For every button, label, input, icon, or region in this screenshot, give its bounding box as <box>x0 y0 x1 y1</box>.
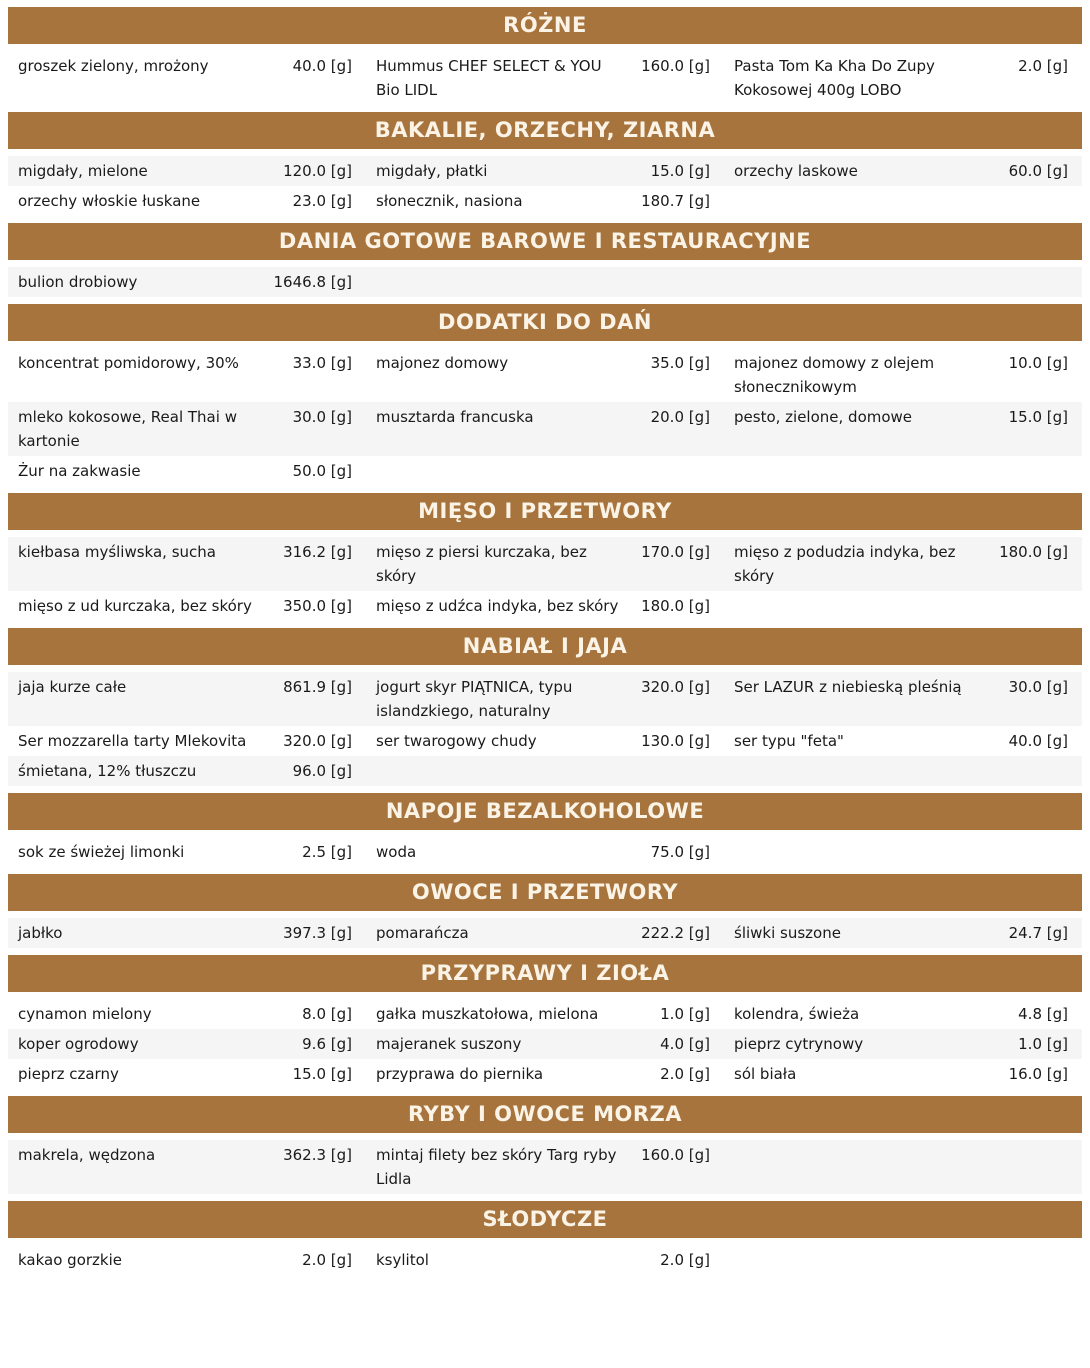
item-name: cynamon mielony <box>18 1005 152 1023</box>
section-header: NAPOJE BEZALKOHOLOWE <box>8 793 1082 830</box>
item-name: orzechy włoskie łuskane <box>18 192 201 210</box>
item-cell <box>8 159 366 183</box>
item-name: groszek zielony, mrożony <box>18 57 209 75</box>
item-amount: 170.0 [g] <box>641 543 710 561</box>
item-cell <box>8 189 366 213</box>
item-amount: 180.0 [g] <box>999 543 1068 561</box>
item-amount: 2.0 [g] <box>1018 57 1068 75</box>
food-report <box>8 7 1082 1275</box>
section <box>8 955 1082 1089</box>
item-amount: 10.0 [g] <box>1008 354 1068 372</box>
item-amount: 2.0 [g] <box>660 1065 710 1083</box>
item-amount: 180.7 [g] <box>641 192 710 210</box>
section-header: MIĘSO I PRZETWORY <box>8 493 1082 530</box>
item-row <box>8 672 1082 726</box>
item-name: gałka muszkatołowa, mielona <box>376 1005 599 1023</box>
item-row <box>8 537 1082 591</box>
item-name: Hummus CHEF SELECT & YOU Bio LIDL <box>376 57 602 99</box>
item-cell <box>366 729 724 753</box>
item-cell <box>8 759 366 783</box>
item-amount: 130.0 [g] <box>641 732 710 750</box>
item-row <box>8 51 1082 105</box>
item-cell-empty <box>366 759 724 783</box>
item-name: mięso z ud kurczaka, bez skóry <box>18 597 252 615</box>
item-cell <box>366 921 724 945</box>
item-name: koncentrat pomidorowy, 30% <box>18 354 239 372</box>
item-cell <box>366 540 724 588</box>
item-cell <box>366 675 724 723</box>
item-name: mięso z podudzia indyka, bez skóry <box>734 543 956 585</box>
item-amount: 2.0 [g] <box>302 1251 352 1269</box>
item-name: orzechy laskowe <box>734 162 858 180</box>
item-amount: 35.0 [g] <box>650 354 710 372</box>
item-amount: 75.0 [g] <box>650 843 710 861</box>
item-row <box>8 156 1082 186</box>
item-amount: 15.0 [g] <box>292 1065 352 1083</box>
section <box>8 1096 1082 1194</box>
item-row <box>8 402 1082 456</box>
item-cell <box>724 921 1082 945</box>
item-amount: 23.0 [g] <box>292 192 352 210</box>
item-row <box>8 1059 1082 1089</box>
item-row <box>8 1029 1082 1059</box>
item-row <box>8 726 1082 756</box>
item-cell-empty <box>724 840 1082 864</box>
item-cell <box>8 675 366 723</box>
item-name: pesto, zielone, domowe <box>734 408 913 426</box>
item-amount: 120.0 [g] <box>283 162 352 180</box>
item-name: kolendra, świeża <box>734 1005 860 1023</box>
item-name: bulion drobiowy <box>18 273 138 291</box>
section-header: PRZYPRAWY I ZIOŁA <box>8 955 1082 992</box>
item-amount: 160.0 [g] <box>641 57 710 75</box>
item-amount: 50.0 [g] <box>292 462 352 480</box>
item-amount: 8.0 [g] <box>302 1005 352 1023</box>
item-name: ser typu "feta" <box>734 732 844 750</box>
item-cell <box>8 1248 366 1272</box>
item-name: Pasta Tom Ka Kha Do Zupy Kokosowej 400g LOBO <box>734 57 935 99</box>
item-cell-empty <box>366 459 724 483</box>
item-cell <box>366 1032 724 1056</box>
item-cell <box>8 1032 366 1056</box>
item-cell <box>8 729 366 753</box>
item-amount: 15.0 [g] <box>1008 408 1068 426</box>
item-cell <box>366 159 724 183</box>
item-cell <box>366 1248 724 1272</box>
section-header: NABIAŁ I JAJA <box>8 628 1082 665</box>
item-name: jaja kurze całe <box>18 678 127 696</box>
item-cell <box>724 1062 1082 1086</box>
item-name: śmietana, 12% tłuszczu <box>18 762 197 780</box>
item-cell <box>724 405 1082 453</box>
item-amount: 15.0 [g] <box>650 162 710 180</box>
section <box>8 223 1082 297</box>
item-cell <box>724 159 1082 183</box>
item-cell <box>366 54 724 102</box>
item-name: sok ze świeżej limonki <box>18 843 185 861</box>
item-cell <box>724 351 1082 399</box>
item-name: mięso z piersi kurczaka, bez skóry <box>376 543 587 585</box>
section-header: DODATKI DO DAŃ <box>8 304 1082 341</box>
item-amount: 316.2 [g] <box>283 543 352 561</box>
item-name: mleko kokosowe, Real Thai w kartonie <box>18 408 237 450</box>
section-header: SŁODYCZE <box>8 1201 1082 1238</box>
section-header: OWOCE I PRZETWORY <box>8 874 1082 911</box>
item-cell <box>8 270 366 294</box>
item-name: ksylitol <box>376 1251 429 1269</box>
item-row <box>8 591 1082 621</box>
item-amount: 397.3 [g] <box>283 924 352 942</box>
item-amount: 222.2 [g] <box>641 924 710 942</box>
item-cell-empty <box>366 270 724 294</box>
item-amount: 160.0 [g] <box>641 1146 710 1164</box>
item-cell <box>8 1062 366 1086</box>
item-cell-empty <box>724 759 1082 783</box>
item-name: sól biała <box>734 1065 797 1083</box>
item-row <box>8 267 1082 297</box>
item-name: pieprz cytrynowy <box>734 1035 864 1053</box>
item-cell <box>724 54 1082 102</box>
section <box>8 874 1082 948</box>
item-name: majonez domowy <box>376 354 509 372</box>
section <box>8 493 1082 621</box>
item-cell <box>8 459 366 483</box>
item-name: koper ogrodowy <box>18 1035 139 1053</box>
item-amount: 1.0 [g] <box>660 1005 710 1023</box>
item-row <box>8 918 1082 948</box>
item-cell-empty <box>724 189 1082 213</box>
item-cell <box>8 921 366 945</box>
item-name: przyprawa do piernika <box>376 1065 544 1083</box>
item-amount: 40.0 [g] <box>1008 732 1068 750</box>
item-name: pomarańcza <box>376 924 469 942</box>
item-cell <box>724 729 1082 753</box>
item-amount: 861.9 [g] <box>283 678 352 696</box>
item-cell-empty <box>724 1248 1082 1272</box>
item-name: migdały, mielone <box>18 162 148 180</box>
item-cell <box>366 840 724 864</box>
item-amount: 1646.8 [g] <box>273 273 352 291</box>
section <box>8 628 1082 786</box>
section-header: RYBY I OWOCE MORZA <box>8 1096 1082 1133</box>
item-amount: 350.0 [g] <box>283 597 352 615</box>
item-amount: 180.0 [g] <box>641 597 710 615</box>
section <box>8 793 1082 867</box>
item-row <box>8 837 1082 867</box>
item-cell-empty <box>724 270 1082 294</box>
item-amount: 320.0 [g] <box>283 732 352 750</box>
item-name: majeranek suszony <box>376 1035 522 1053</box>
item-amount: 33.0 [g] <box>292 354 352 372</box>
section <box>8 112 1082 216</box>
item-cell <box>366 594 724 618</box>
item-row <box>8 1245 1082 1275</box>
item-cell <box>366 405 724 453</box>
item-cell-empty <box>724 1143 1082 1191</box>
section-header: DANIA GOTOWE BAROWE I RESTAURACYJNE <box>8 223 1082 260</box>
item-amount: 30.0 [g] <box>292 408 352 426</box>
item-cell <box>8 1143 366 1191</box>
item-row <box>8 186 1082 216</box>
item-name: kiełbasa myśliwska, sucha <box>18 543 216 561</box>
item-cell <box>8 594 366 618</box>
section <box>8 7 1082 105</box>
item-amount: 1.0 [g] <box>1018 1035 1068 1053</box>
item-amount: 16.0 [g] <box>1008 1065 1068 1083</box>
item-row <box>8 348 1082 402</box>
item-name: makrela, wędzona <box>18 1146 156 1164</box>
item-cell <box>8 351 366 399</box>
item-amount: 60.0 [g] <box>1008 162 1068 180</box>
item-amount: 96.0 [g] <box>292 762 352 780</box>
item-name: pieprz czarny <box>18 1065 119 1083</box>
item-name: woda <box>376 843 417 861</box>
item-name: musztarda francuska <box>376 408 534 426</box>
item-amount: 40.0 [g] <box>292 57 352 75</box>
item-cell <box>8 54 366 102</box>
item-name: majonez domowy z olejem słonecznikowym <box>734 354 935 396</box>
item-amount: 4.8 [g] <box>1018 1005 1068 1023</box>
item-cell <box>8 540 366 588</box>
item-amount: 24.7 [g] <box>1008 924 1068 942</box>
item-amount: 20.0 [g] <box>650 408 710 426</box>
item-amount: 4.0 [g] <box>660 1035 710 1053</box>
item-cell <box>724 1002 1082 1026</box>
section-header: RÓŻNE <box>8 7 1082 44</box>
item-amount: 2.5 [g] <box>302 843 352 861</box>
item-name: jogurt skyr PIĄTNICA, typu islandzkiego, naturalny <box>376 678 573 720</box>
item-row <box>8 1140 1082 1194</box>
item-name: śliwki suszone <box>734 924 841 942</box>
item-cell <box>724 675 1082 723</box>
item-name: Ser LAZUR z niebieską pleśnią <box>734 678 962 696</box>
item-cell <box>8 1002 366 1026</box>
item-cell <box>8 840 366 864</box>
item-cell <box>8 405 366 453</box>
item-name: Żur na zakwasie <box>18 462 141 480</box>
item-row <box>8 999 1082 1029</box>
item-amount: 320.0 [g] <box>641 678 710 696</box>
section <box>8 304 1082 486</box>
item-cell <box>366 351 724 399</box>
item-row <box>8 756 1082 786</box>
item-amount: 2.0 [g] <box>660 1251 710 1269</box>
item-cell <box>366 1002 724 1026</box>
item-name: jabłko <box>18 924 63 942</box>
item-cell <box>724 540 1082 588</box>
item-name: mięso z udźca indyka, bez skóry <box>376 597 619 615</box>
item-cell-empty <box>724 459 1082 483</box>
item-amount: 9.6 [g] <box>302 1035 352 1053</box>
item-name: mintaj filety bez skóry Targ ryby Lidla <box>376 1146 617 1188</box>
item-cell <box>366 189 724 213</box>
item-name: ser twarogowy chudy <box>376 732 537 750</box>
item-amount: 362.3 [g] <box>283 1146 352 1164</box>
item-cell <box>366 1062 724 1086</box>
item-amount: 30.0 [g] <box>1008 678 1068 696</box>
item-name: słonecznik, nasiona <box>376 192 523 210</box>
item-name: kakao gorzkie <box>18 1251 122 1269</box>
item-cell <box>724 1032 1082 1056</box>
item-row <box>8 456 1082 486</box>
item-cell <box>366 1143 724 1191</box>
section-header: BAKALIE, ORZECHY, ZIARNA <box>8 112 1082 149</box>
section <box>8 1201 1082 1275</box>
item-name: Ser mozzarella tarty Mlekovita <box>18 732 247 750</box>
item-cell-empty <box>724 594 1082 618</box>
item-name: migdały, płatki <box>376 162 488 180</box>
